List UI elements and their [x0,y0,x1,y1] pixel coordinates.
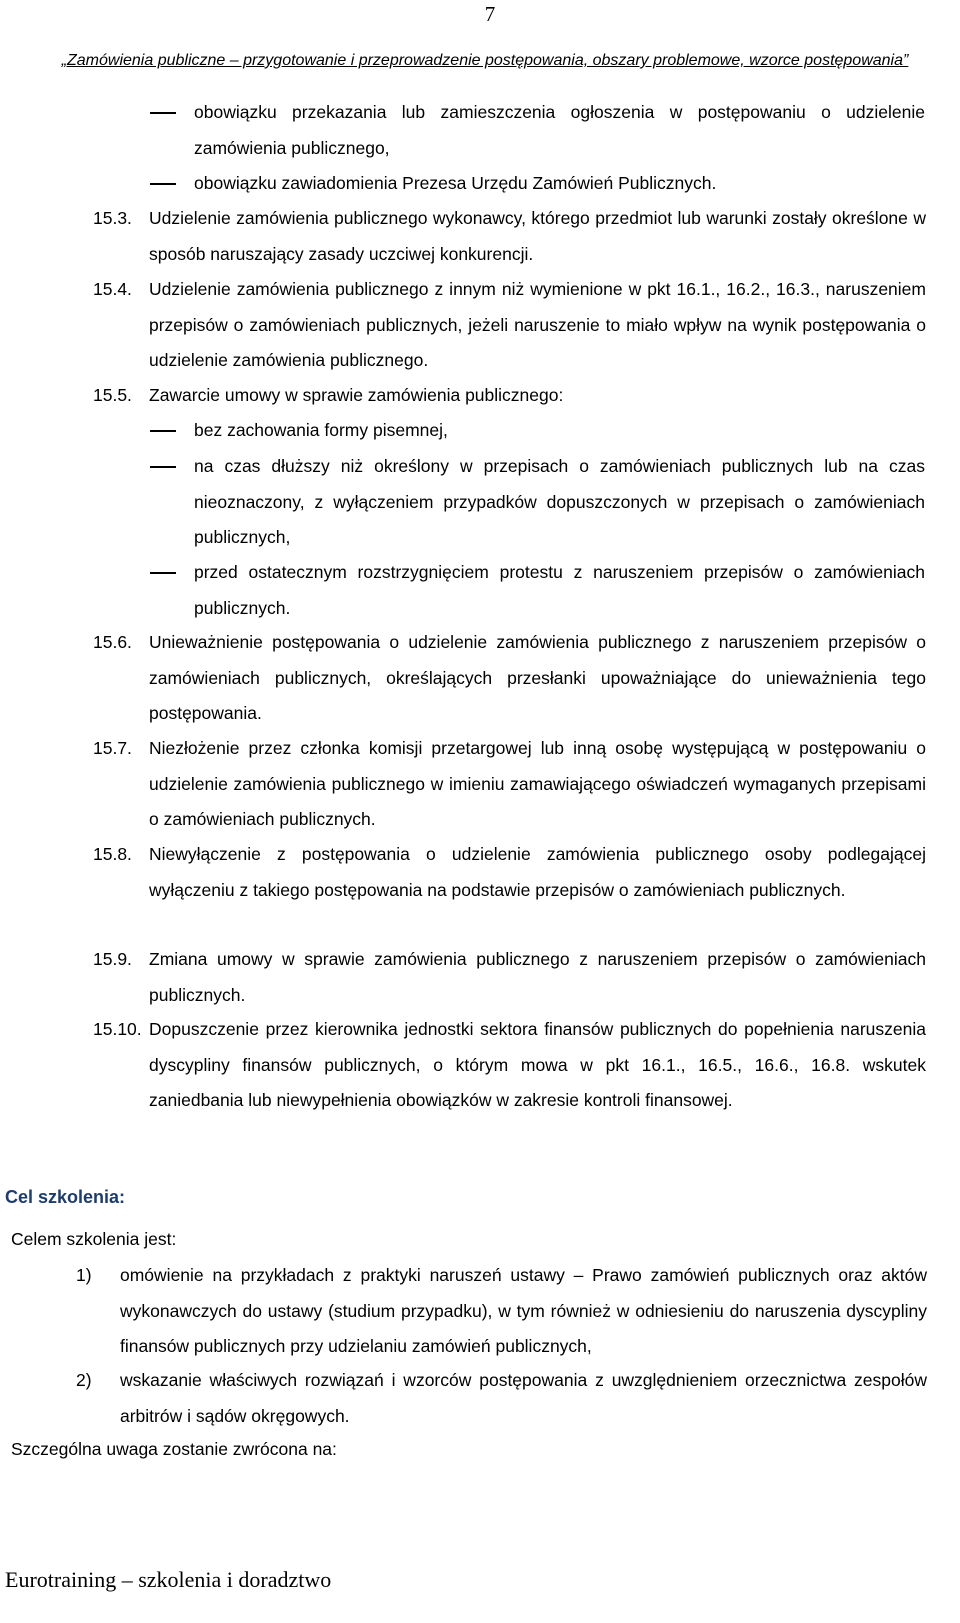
item-number: 15.10. [93,1019,142,1039]
dash-bullet [150,466,176,468]
list-item-text: obowiązku przekazania lub zamieszczenia ogłoszenia w postępowaniu o udzielenie zamówienia publicznego, [194,102,925,158]
list-item [150,413,925,449]
numbered-item [93,201,926,272]
goal-number: 1) [76,1265,92,1285]
dash-bullet [150,430,176,432]
item-number: 15.4. [93,279,132,299]
goal-text: wskazanie właściwych rozwiązań i wzorców postępowania z uwzględnieniem orzecznictwa zespołów arbitrów i sądów okręgowych. [120,1370,927,1426]
item-number: 15.9. [93,949,132,969]
list-item-text: bez zachowania formy pisemnej, [194,420,448,440]
item-text: Zmiana umowy w sprawie zamówienia publicznego z naruszeniem przepisów o zamówieniach publicznych. [149,949,926,1005]
dash-bullet [150,572,176,574]
dash-bullet [150,112,176,114]
list-item [150,555,925,626]
numbered-item [93,942,926,1013]
page-footer: Eurotraining – szkolenia i doradztwo [5,1567,332,1592]
goal-item [76,1258,927,1365]
list-item [150,166,925,202]
item-text: Udzielenie zamówienia publicznego z innym niż wymienione w pkt 16.1., 16.2., 16.3., naruszeniem przepisów o zamówieniach publicznych, jeżeli naruszenie to miało wpływ na wynik postępowania o udzielenie zamówienia publicznego. [149,279,926,370]
page-number: 7 [484,2,496,26]
item-text: Niewyłączenie z postępowania o udzielenie zamówienia publicznego osoby podlegającej wyłączeniu z takiego postępowania na podstawie przepisów o zamówieniach publicznych. [149,844,926,900]
item-number: 15.7. [93,738,132,758]
item-text: Dopuszczenie przez kierownika jednostki sektora finansów publicznych do popełnienia naruszenia dyscypliny finansów publicznych, o którym mowa w pkt 16.1., 16.5., 16.6., 16.8. wskutek zaniedbania lub niewypełnienia obowiązków w zakresie kontroli finansowej. [149,1019,926,1110]
list-item-text: na czas dłuższy niż określony w przepisach o zamówieniach publicznych lub na czas nieoznaczony, z wyłączeniem przypadków dopuszczonych w przepisach o zamówieniach publicznych, [194,456,925,547]
section-intro: Celem szkolenia jest: [11,1229,177,1249]
numbered-item [93,378,926,414]
item-text: Niezłożenie przez członka komisji przetargowej lub inną osobę występującą w postępowaniu o udzielenie zamówienia publicznego w imieniu zamawiającego oświadczeń wymaganych przepisami o zamówieniach publicznych. [149,738,926,829]
item-text: Udzielenie zamówienia publicznego wykonawcy, którego przedmiot lub warunki zostały określone w sposób naruszający zasady uczciwej konkurencji. [149,208,926,264]
goal-number: 2) [76,1370,92,1390]
numbered-item [93,272,926,379]
item-number: 15.6. [93,632,132,652]
list-item-text: przed ostatecznym rozstrzygnięciem protestu z naruszeniem przepisów o zamówieniach publicznych. [194,562,925,618]
numbered-item [93,731,926,838]
list-item [150,95,925,166]
item-number: 15.3. [93,208,132,228]
running-header-text: „Zamówienia publiczne – przygotowanie i przeprowadzenie postępowania, obszary problemowe, wzorce postępowania” [61,52,909,69]
item-number: 15.8. [93,844,132,864]
dash-bullet [150,183,176,185]
closing-line: Szczególna uwaga zostanie zwrócona na: [11,1439,337,1459]
item-number: 15.5. [93,385,132,405]
list-item-text: obowiązku zawiadomienia Prezesa Urzędu Zamówień Publicznych. [194,173,717,193]
section-heading: Cel szkolenia: [5,1187,126,1207]
goal-text: omówienie na przykładach z praktyki naruszeń ustawy – Prawo zamówień publicznych oraz aktów wykonawczych do ustawy (studium przypadku), w tym również w odniesieniu do naruszenia dyscypliny finansów publicznych przy udzielaniu zamówień publicznych, [120,1265,927,1356]
item-text: Unieważnienie postępowania o udzielenie zamówienia publicznego z naruszeniem przepisów o zamówieniach publicznych, określających przesłanki upoważniające do unieważnienia tego postępowania. [149,632,926,723]
list-item [150,449,925,556]
goal-item [76,1363,927,1434]
numbered-item [93,1012,926,1119]
item-text: Zawarcie umowy w sprawie zamówienia publicznego: [149,385,564,405]
numbered-item [93,837,926,908]
numbered-item [93,625,926,732]
running-header [0,52,960,70]
